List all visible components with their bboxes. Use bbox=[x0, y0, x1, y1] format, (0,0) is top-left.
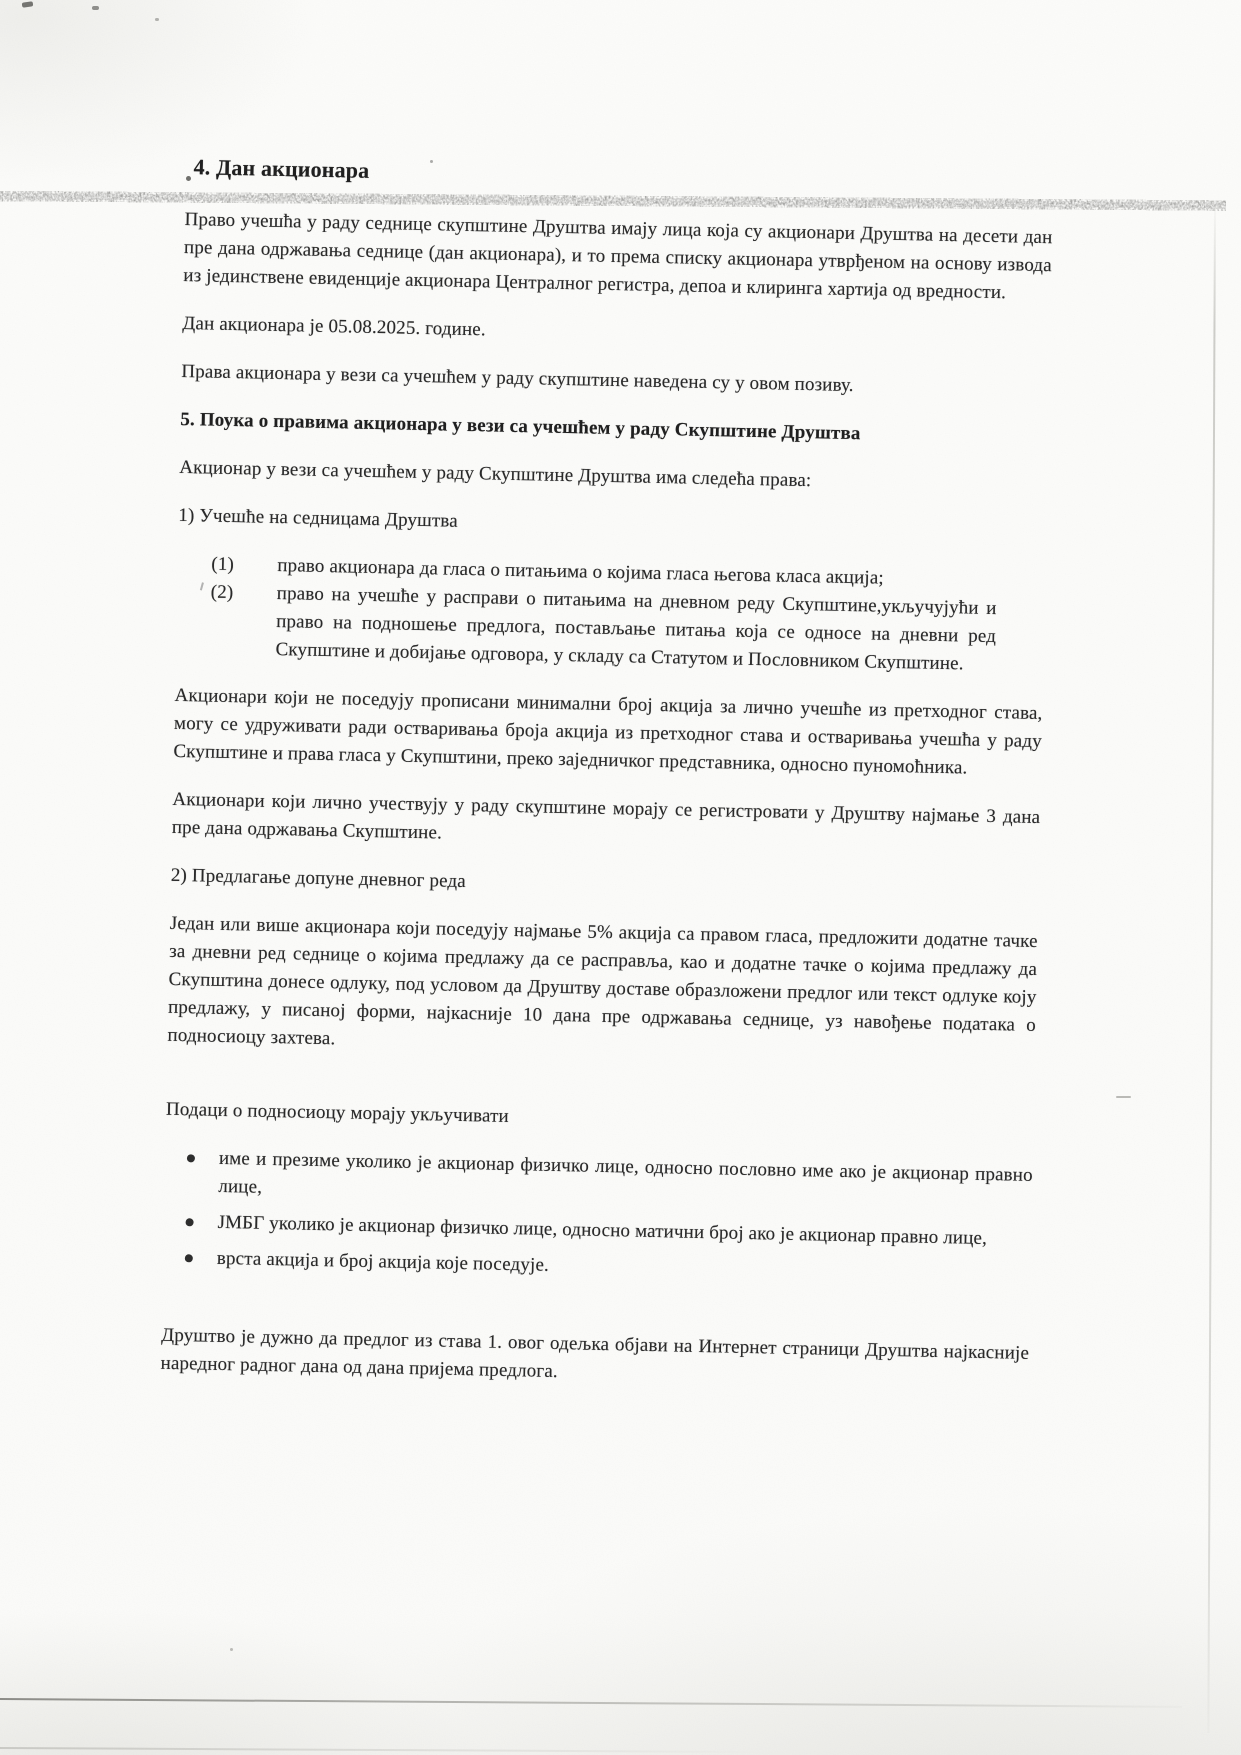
bullet-item-text: врста акција и број акција које поседује. bbox=[216, 1247, 550, 1276]
section4-heading: 4. Дан акционара bbox=[193, 154, 370, 183]
fold-line-bottom bbox=[0, 1747, 760, 1753]
subsection2-heading: 2) Предлагање допуне дневног реда bbox=[170, 864, 467, 893]
bullet-dot-icon bbox=[187, 1154, 195, 1162]
scan-speck bbox=[92, 6, 99, 10]
para-registration: Акционари који лично учествују у раду скупштине морају се регистровати у Друштву најмање 3 дана пре дана одржавања Скупштине. bbox=[171, 788, 1041, 844]
list-item bbox=[175, 578, 997, 679]
para-publish-obligation: Друштво је дужно да предлог из става 1. овог одељка објави на Интернет страници Друштва најкасније наредног радног дана од дана пријема предлога. bbox=[160, 1324, 1030, 1383]
scan-speck bbox=[230, 1648, 233, 1651]
page-edge-line-right bbox=[1207, 205, 1216, 1733]
list-item-number: (1) bbox=[211, 553, 235, 576]
list-item-text: право на учешће у расправи о питањима на дневном реду Скупштине,укључујући и право на подношење предлога, постављање питања која се односе на дневни ред Скупштине и добијање одговора, у складу са Статутом и Пословником Скупштине. bbox=[275, 583, 997, 675]
bullet-item-text: име и презиме уколико је акционар физичко лице, односно пословно име ако је акционар правно лице, bbox=[218, 1147, 1033, 1198]
para-rights-note: Права акционара у вези са учешћем у раду скупштине наведена су у овом позиву. bbox=[181, 360, 854, 397]
list-item-text: право акционара да гласа о питањима о којима гласа његова класа акција; bbox=[277, 555, 885, 589]
subsection1-heading: 1) Учешће на седницама Друштва bbox=[178, 504, 459, 532]
scan-speck bbox=[155, 18, 159, 21]
bullet-dot-icon bbox=[186, 1218, 194, 1226]
para-pooling: Акционари који не поседују прописани минимални број акција за лично учешће из претходног става, могу се удруживати ради остваривања броја акција из претходног става и остваривања учешћа у раду Скупштине и права гласа у Скупштини, преко заједничког представника, односно пуномоћника. bbox=[173, 684, 1043, 779]
fold-line bbox=[0, 1698, 1182, 1708]
bullet-item bbox=[164, 1144, 1033, 1218]
scan-speck bbox=[200, 582, 204, 590]
document-text bbox=[160, 152, 1054, 1416]
para-shareholder-day-date: Дан акционара је 05.08.2025. године. bbox=[182, 312, 486, 341]
scan-speck bbox=[22, 1, 34, 7]
para-section5-intro: Акционар у вези са учешћем у раду Скупштине Друштва има следећа права: bbox=[179, 456, 812, 492]
para-agenda-proposal: Један или више акционара који поседују најмање 5% акција са правом гласа, предложити додатне тачке за дневни ред седнице о којима предлажу да се расправља, као и додатне тачке о којима предлажу да Скупштина донесе одлуку, под условом да Друштву доставе образложени предлог или текст одлуке коју предлажу, у писаној форми, најкасније 10 дана пре одржавања седнице, уз навођење података о подносиоцу захтева. bbox=[167, 912, 1038, 1050]
numbered-list bbox=[175, 550, 1045, 680]
bullet-item-text: ЈМБГ уколико је акционар физичко лице, односно матични број ако је акционар правно лице, bbox=[217, 1211, 988, 1250]
bullet-list bbox=[163, 1144, 1033, 1290]
list-item-number: (2) bbox=[210, 581, 234, 604]
para-shareholder-day-definition: Право учешћа у раду седнице скупштине Друштва имају лица која су акционари Друштва на десети дан пре дана одржавања седнице (дан акционара), и то према списку акционара утврђеном на основу извода из јединствене евиденције акционара Централног регистра, депоа и клиринга хартија од вредности. bbox=[183, 208, 1053, 304]
section5-heading: 5. Поука о правима акционара у вези са учешћем у раду Скупштине Друштва bbox=[180, 408, 861, 445]
bullet-dot-icon bbox=[185, 1254, 193, 1262]
scan-speck bbox=[1116, 1096, 1131, 1098]
para-requirements-intro: Подаци о подносиоцу морају укључивати bbox=[165, 1098, 510, 1127]
